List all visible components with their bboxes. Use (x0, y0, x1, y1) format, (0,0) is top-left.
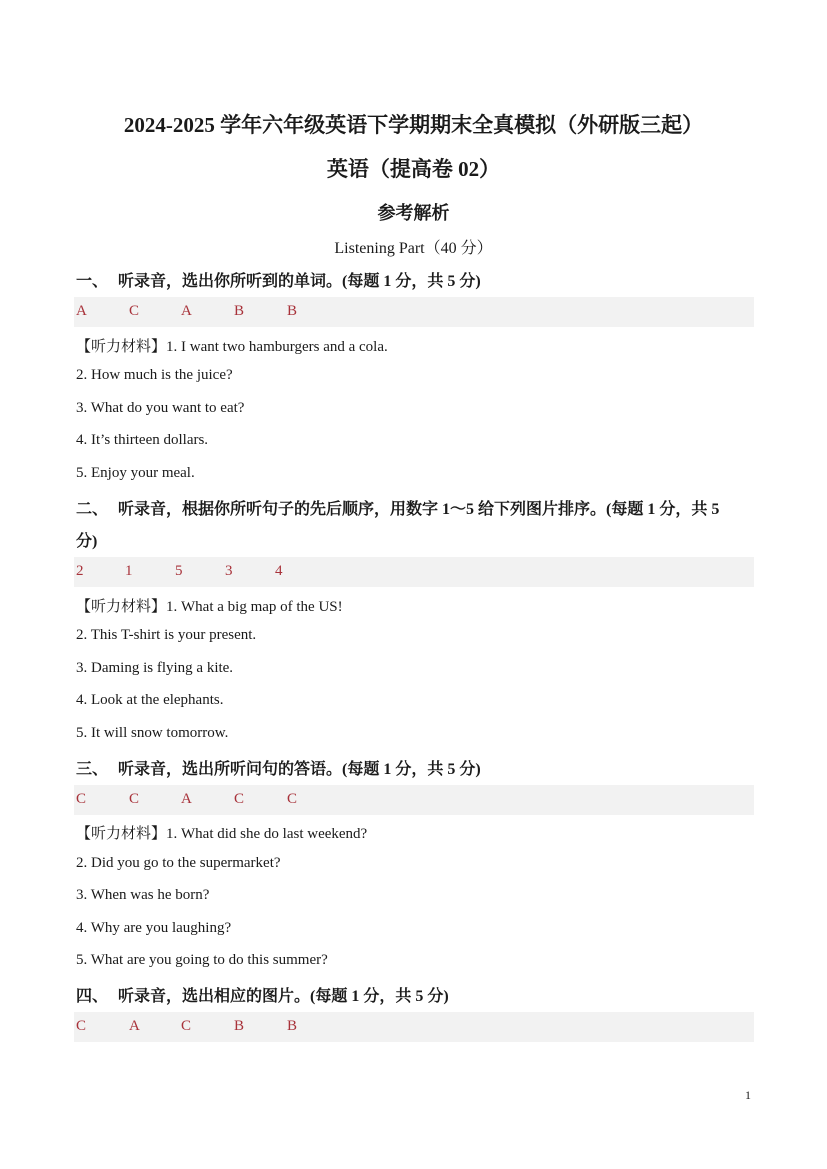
answer-item: C (181, 1018, 192, 1034)
material-line (76, 822, 367, 843)
answer-item: 4 (275, 563, 283, 579)
answer-item: 3 (225, 563, 233, 579)
section-heading-2 (76, 496, 720, 550)
section-number: 三、 (76, 761, 109, 778)
answer-item: A (181, 303, 192, 319)
material-line: 3. What do you want to eat? (76, 400, 245, 416)
section-heading-text: 听录音，选出相应的图片。(每题 1 分，共 5 分) (118, 988, 449, 1005)
answer-item: A (76, 303, 87, 319)
answer-item: B (234, 1018, 245, 1034)
section-heading-text: 听录音，根据你所听句子的先后顺序，用数字 1～5 给下列图片排序。(每题 1 分，共 5 (118, 501, 720, 518)
answer-item: C (129, 791, 140, 807)
material-line: 4. It’s thirteen dollars. (76, 432, 209, 448)
section-heading-text: 听录音，选出你所听到的单词。(每题 1 分，共 5 分) (118, 273, 481, 290)
material-line: 3. When was he born? (76, 887, 210, 903)
section-heading-4 (76, 983, 449, 1006)
answer-item: C (76, 1018, 87, 1034)
part-title: Listening Part（40 分） (334, 240, 493, 257)
material-tag: 【听力材料】 (76, 599, 167, 615)
material-line: 5. Enjoy your meal. (76, 465, 195, 481)
answer-item: C (76, 791, 87, 807)
answer-row (74, 1012, 754, 1042)
section-heading-1 (76, 268, 481, 291)
answer-row (74, 785, 754, 815)
section-number: 四、 (76, 988, 109, 1005)
section-heading-text: 听录音，选出所听问句的答语。(每题 1 分，共 5 分) (118, 761, 481, 778)
section-title: 参考解析 (377, 203, 450, 223)
page-number: 1 (745, 1088, 751, 1102)
answer-item: 5 (175, 563, 183, 579)
answer-row (74, 297, 754, 327)
material-line: 3. Daming is flying a kite. (76, 660, 234, 676)
answer-item: C (234, 791, 245, 807)
document-title: 2024-2025 学年六年级英语下学期期末全真模拟（外研版三起） (123, 113, 704, 137)
material-text: 1. What did she do last weekend? (166, 826, 368, 842)
answer-item: C (129, 303, 140, 319)
material-line: 4. Look at the elephants. (76, 692, 224, 708)
material-tag: 【听力材料】 (76, 826, 167, 842)
material-line: 2. How much is the juice? (76, 367, 233, 383)
material-text: 1. What a big map of the US! (166, 599, 343, 615)
answer-item: 2 (76, 563, 84, 579)
section-heading-3 (76, 756, 481, 779)
material-line: 2. This T-shirt is your present. (76, 627, 257, 643)
section-number: 二、 (76, 501, 109, 518)
section-heading-wrap: 分) (76, 533, 98, 550)
material-tag: 【听力材料】 (76, 339, 167, 355)
answer-item: B (287, 303, 298, 319)
material-line: 2. Did you go to the supermarket? (76, 855, 281, 871)
answer-item: C (287, 791, 298, 807)
material-line (76, 595, 343, 616)
answer-item: B (234, 303, 245, 319)
material-line (76, 335, 388, 356)
material-line: 5. What are you going to do this summer? (76, 952, 328, 968)
answer-item: A (129, 1018, 140, 1034)
material-text: 1. I want two hamburgers and a cola. (166, 339, 388, 355)
answer-item: B (287, 1018, 298, 1034)
answer-row (74, 557, 754, 587)
answer-item: A (181, 791, 192, 807)
answer-item: 1 (125, 563, 133, 579)
section-number: 一、 (76, 273, 109, 290)
document-subtitle: 英语（提高卷 02） (326, 157, 501, 181)
material-line: 5. It will snow tomorrow. (76, 725, 229, 741)
material-line: 4. Why are you laughing? (76, 920, 232, 936)
